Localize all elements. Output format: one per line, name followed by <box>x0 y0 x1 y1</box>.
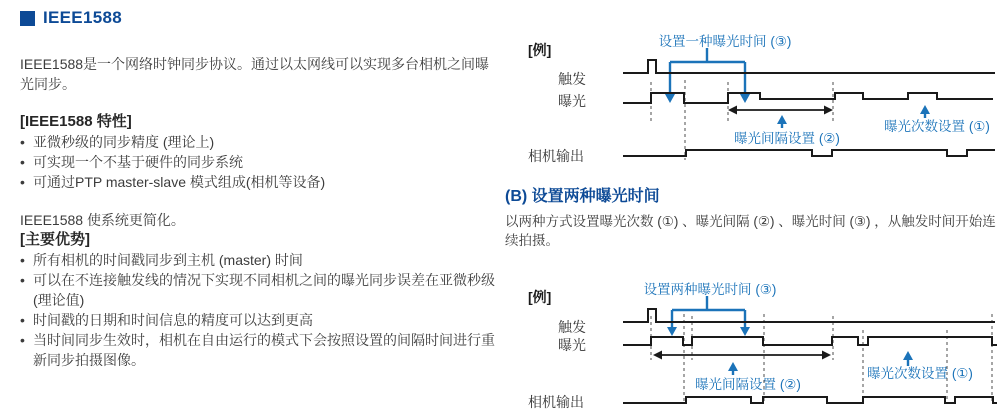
camera-output-waveform <box>623 150 995 156</box>
exposure-row-label: 曝光 <box>558 93 586 109</box>
exposure-time-bracket-arrows-icon <box>667 296 750 336</box>
page-title-text: IEEE1588 <box>43 8 122 27</box>
features-heading: [IEEE1588 特性] <box>20 113 132 130</box>
page-title <box>20 8 496 28</box>
list-item: • 当时间同步生效时，相机在自由运行的模式下会按照设置的间隔时间进行重新同步拍摄图像。 <box>20 330 496 370</box>
exposure-time-annotation: 设置两种曝光时间 (③) <box>643 282 777 297</box>
exposure-row-label: 曝光 <box>558 337 586 353</box>
interval-double-arrow-icon <box>728 106 833 115</box>
interval-annotation: 曝光间隔设置 (②) <box>695 377 801 392</box>
trigger-row-label: 触发 <box>558 319 586 335</box>
simplify-note: IEEE1588 使系统更简化。 <box>20 212 185 228</box>
interval-up-arrow-icon <box>777 115 787 128</box>
exposure-waveform <box>623 93 993 103</box>
timing-diagram-dual-exposure <box>505 272 1000 416</box>
section-b-paragraph: 以两种方式设置曝光次数 (①) 、曝光间隔 (②) 、曝光时间 (③) ，从触发时间开始连续拍摄。 <box>505 214 996 248</box>
advantages-heading: [主要优势] <box>20 231 90 248</box>
advantages-list <box>20 250 496 370</box>
count-annotation: 曝光次数设置 (①) <box>884 119 990 134</box>
article-column <box>20 8 496 370</box>
section-b <box>505 186 1000 250</box>
list-item: • 所有相机的时间戳同步到主机 (master) 时间 <box>20 250 496 270</box>
count-up-arrow-icon <box>903 351 913 366</box>
exposure-waveform <box>623 337 997 345</box>
trigger-row-label: 触发 <box>558 71 586 87</box>
list-item: • 时间戳的日期和时间信息的精度可以达到更高 <box>20 310 496 330</box>
interval-up-arrow-icon <box>728 362 738 375</box>
features-list <box>20 132 496 192</box>
list-item: • 可通过PTP master-slave 模式组成(相机等设备) <box>20 172 496 192</box>
example-label: [例] <box>528 42 552 58</box>
interval-annotation: 曝光间隔设置 (②) <box>734 131 840 146</box>
output-row-label: 相机输出 <box>528 394 584 410</box>
example-label: [例] <box>528 289 552 305</box>
timing-diagram-single-exposure <box>505 28 1000 175</box>
list-item: • 可以在不连接触发线的情况下实现不同相机之间的曝光同步误差在亚微秒级 (理论值) <box>20 270 496 310</box>
heading-square-icon <box>20 11 35 26</box>
camera-output-waveform <box>623 397 997 403</box>
exposure-time-annotation: 设置一种曝光时间 (③) <box>658 34 792 49</box>
section-b-heading: (B) 设置两种曝光时间 <box>505 188 660 205</box>
list-item: • 亚微秒级的同步精度 (理论上) <box>20 132 496 152</box>
exposure-time-bracket-arrows-icon <box>665 48 750 103</box>
intro-paragraph: IEEE1588是一个网络时钟同步协议。通过以太网线可以实现多台相机之间曝光同步。 <box>20 56 490 92</box>
output-row-label: 相机输出 <box>528 148 584 164</box>
count-up-arrow-icon <box>920 105 930 118</box>
count-annotation: 曝光次数设置 (①) <box>867 366 973 381</box>
list-item: • 可实现一个不基于硬件的同步系统 <box>20 152 496 172</box>
interval-double-arrow-icon <box>653 351 831 360</box>
